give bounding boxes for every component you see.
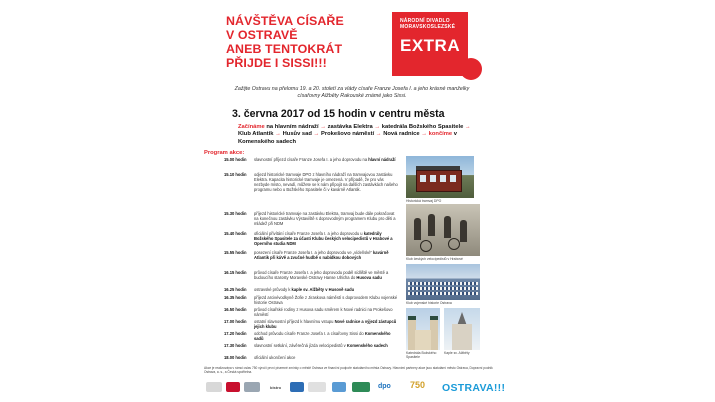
schedule-time: 15.30 hodin bbox=[224, 211, 247, 216]
route-description bbox=[238, 124, 476, 146]
schedule-text: slavnostní příjezd císaře Franze Josefa I. a jeho doprovodu na hlavní nádraží bbox=[254, 157, 396, 162]
arrow-icon: → bbox=[320, 124, 326, 130]
poster-title bbox=[226, 14, 406, 70]
partner-logo bbox=[332, 382, 346, 392]
ostrava-750-logo: 750 bbox=[410, 380, 426, 390]
tram-window bbox=[430, 175, 436, 182]
route-stop: Klub Atlantik bbox=[238, 131, 274, 138]
schedule-time: 17.30 hodin bbox=[224, 343, 247, 348]
schedule-text: průvod císaře Franze Josefa I. a jeho doprovodu podél sídliště ve městě a budoucího starosty Moravské Ostravy Hanse Ulricha do Husova sadu bbox=[254, 270, 389, 280]
route-stop: v Komenského sadech bbox=[238, 131, 458, 145]
schedule-text: oficiální ukončení akce bbox=[254, 355, 296, 360]
tram-window bbox=[440, 175, 446, 182]
route-stop: na hlavním nádraží bbox=[266, 124, 319, 130]
event-poster bbox=[198, 8, 516, 396]
rider-figure bbox=[444, 216, 451, 238]
arrow-icon: → bbox=[313, 131, 320, 138]
title-line-3: ANEB TENTOKRÁT bbox=[226, 42, 343, 56]
ndm-extra-logo bbox=[392, 12, 468, 76]
partner-logo bbox=[352, 382, 370, 392]
bike-wheel bbox=[420, 240, 432, 252]
event-date: 3. června 2017 od 15 hodin v centru města bbox=[232, 108, 445, 120]
schedule-time: 16.35 hodin bbox=[224, 295, 247, 300]
schedule-text: ostatní slavnostní příjezd k hlavnímu vstupu Nové radnice a výjezd zástupců jejich klubu bbox=[254, 319, 397, 329]
bike-wheel bbox=[448, 238, 460, 250]
schedule-text: příjezd historické tramvaje na zastávku Elektra, tramvaj bude dále pokračovat na konečnou zastávku Výstaviště s doprovodným programem Klubu pro děti a mládež při NDM bbox=[254, 211, 396, 226]
ostrava-logo: OSTRAVA!!! bbox=[442, 382, 506, 394]
arrow-icon: → bbox=[374, 124, 381, 130]
tram-window bbox=[420, 175, 426, 182]
schedule-text: odjezd historické tramvaje DPO z hlavního nádraží na tramvajovou zastávku Elektra. Kapacita historické tramvaje je omezená. V případě, že pro vás nezbyde místo, nevadí, můžete se k nám připojit na dalších zastávkách našeho programu nebo u Božského Spasitele či v kavárně Atlantik. bbox=[254, 172, 398, 192]
route-stop: katedrála Božského Spasitele bbox=[381, 124, 464, 130]
schedule-time: 16.15 hodin bbox=[224, 270, 247, 275]
route-end: končíme bbox=[428, 131, 453, 138]
chapel-building bbox=[452, 324, 472, 350]
velocipede-caption: Klub českých velocipedistů v Hrabové bbox=[406, 257, 463, 261]
tram-car bbox=[416, 170, 462, 192]
route-stop: Husův sad bbox=[282, 131, 312, 138]
arrow-icon: → bbox=[421, 131, 428, 138]
cathedral-body bbox=[415, 330, 431, 350]
tram-window bbox=[450, 175, 456, 182]
partner-logo-text: bistro bbox=[270, 385, 282, 390]
schedule-time: 16.50 hodin bbox=[224, 307, 247, 312]
military-history-caption: Klub vojenské historie Ostrava bbox=[406, 301, 452, 305]
schedule-time: 15.10 hodin bbox=[224, 172, 247, 177]
partner-logo bbox=[244, 382, 260, 392]
tram-photo bbox=[406, 156, 474, 198]
schedule-time: 18.00 hodin bbox=[224, 355, 247, 360]
tram-caption: Historická tramvaj DPO bbox=[406, 199, 442, 203]
schedule-text: odchod průvodu císaře Franze Josefa I. a císařovny Sissi do Komenského sadů bbox=[254, 331, 391, 341]
schedule-text: posezení císaře Franze Josefa I. a jeho doprovodu ve „vídeňské“ kavárně Atlantik při káVě a zvučné hudbě s nabídkou dobových bbox=[254, 250, 389, 260]
logo-line-2: MORAVSKOSLEZSKÉ bbox=[400, 24, 456, 30]
dpo-logo: dpo bbox=[378, 383, 391, 390]
schedule-time: 17.00 hodin bbox=[224, 319, 247, 324]
schedule-time: 16.25 hodin bbox=[224, 287, 247, 292]
arrow-icon: → bbox=[464, 124, 471, 130]
title-line-1: NÁVŠTĚVA CÍSAŘE bbox=[226, 14, 344, 28]
schedule-text: ostravské průvody k kaple sv. Alžběty v Husově sadu bbox=[254, 287, 355, 292]
arrow-icon: → bbox=[375, 131, 382, 138]
schedule-time: 15.00 hodin bbox=[224, 157, 247, 162]
logo-line-1: NÁRODNÍ DIVADLO bbox=[400, 18, 450, 24]
arrow-icon: → bbox=[275, 131, 281, 138]
chapel-photo bbox=[444, 308, 480, 350]
route-stop: Nová radnice bbox=[383, 131, 420, 138]
cathedral-caption: Katedrála Božského Spasitele bbox=[406, 351, 437, 359]
cathedral-photo bbox=[406, 308, 440, 350]
route-start: Začínáme bbox=[238, 124, 265, 130]
footnote: Akce je realizována v rámci oslav 750 výročí první písemné zmínky o městě Ostrava ve finanční podpoře statutárního města Ostravy. Hlavními partnery akce jsou statutární město Ostrava, Dopravní podnik Ostrava, a. s., a Česká spořitelna. bbox=[204, 366, 493, 375]
cathedral-tower bbox=[430, 316, 438, 350]
schedule-text: oficiální přivítání císaře Franze Josefa I. a jeho doprovodu u katedrály Božského Spasitele za účasti Klubu českých velocipedistů v Hrabové a Operního studia NDM bbox=[254, 231, 393, 246]
schedule-time: 17.20 hodin bbox=[224, 331, 247, 336]
schedule-text: průvod císařské rodiny z Husova sadu směrem k Nové radnici na Prokešovo náměstí bbox=[254, 307, 393, 317]
partner-logos bbox=[204, 378, 510, 396]
logo-extra: EXTRA bbox=[400, 36, 461, 55]
schedule-text: slavnostní setkání, závěrečná jízda velocipedistů v Komenského sadech bbox=[254, 343, 388, 348]
program-title: Program akce: bbox=[204, 150, 245, 156]
schedule-time: 15.55 hodin bbox=[224, 250, 247, 255]
rider-figure bbox=[428, 214, 435, 236]
crowd-row bbox=[408, 292, 478, 295]
partner-logo bbox=[206, 382, 222, 392]
route-stop: Prokešovo náměstí bbox=[320, 131, 375, 138]
intro-text: Zažijte Ostravu na přelomu 19. a 20. století za vlády císaře Franze Josefa I. a jeho krásné manželky císařovny Alžběty Rakouské známé jako Sissi. bbox=[234, 86, 470, 99]
title-line-4: PŘIJDE I SISSI!!! bbox=[226, 56, 327, 70]
title-line-2: V OSTRAVĚ bbox=[226, 28, 298, 42]
rider-figure bbox=[460, 220, 467, 242]
logo-dot-icon bbox=[460, 58, 482, 80]
chapel-caption: Kaple sv. Alžběty bbox=[444, 351, 470, 355]
schedule-text: příjezd arcivévodkyně Žofie z Jiraskova náměstí s doprovodem Klubu vojenské historie Ostrava bbox=[254, 295, 398, 305]
partner-logo bbox=[226, 382, 240, 392]
schedule-time: 15.40 hodin bbox=[224, 231, 247, 236]
velocipede-photo bbox=[406, 204, 480, 256]
military-history-photo bbox=[406, 264, 480, 300]
crowd-row bbox=[408, 282, 478, 285]
crowd-row bbox=[408, 287, 478, 290]
partner-logo bbox=[308, 382, 326, 392]
partner-logo bbox=[290, 382, 304, 392]
route-stop: zastávka Elektra bbox=[327, 124, 373, 130]
rider-figure bbox=[414, 218, 421, 240]
